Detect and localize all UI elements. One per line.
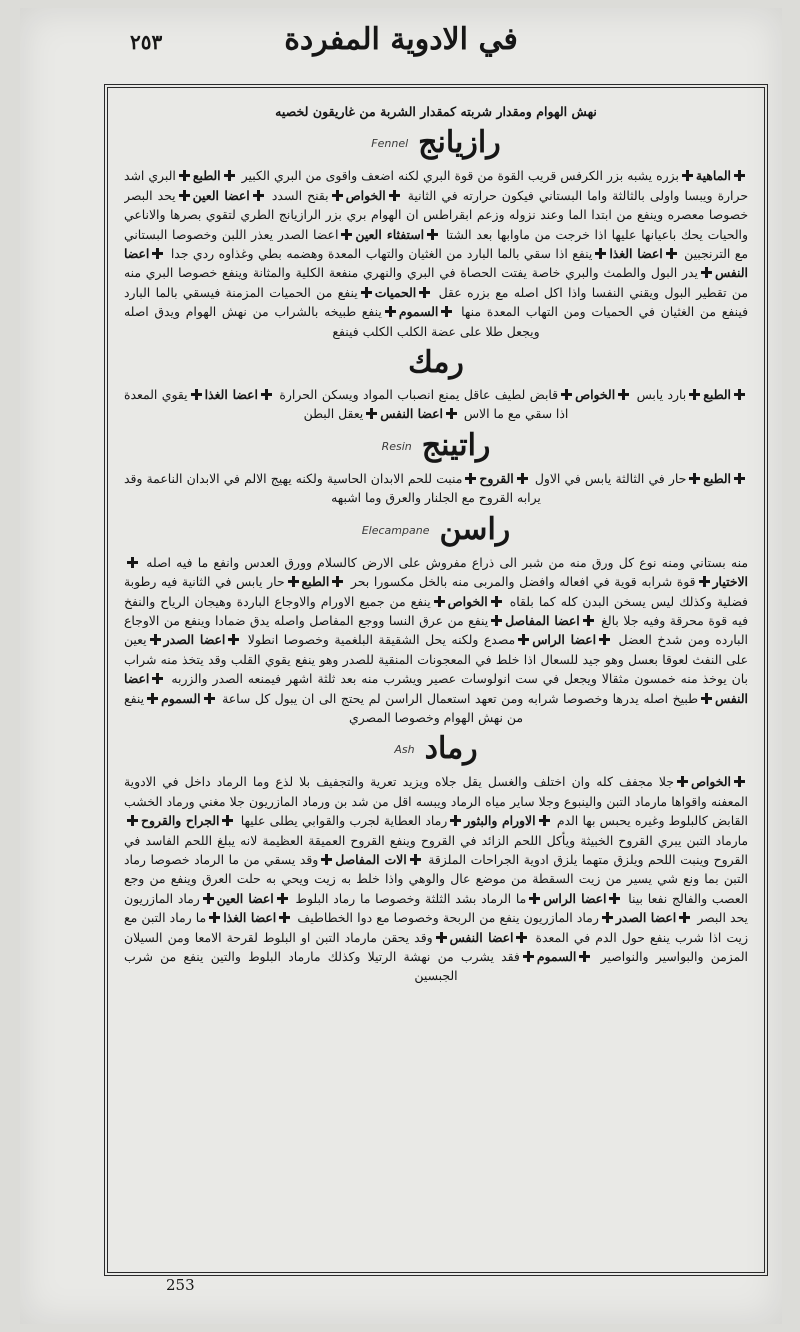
segment-term: الماهية bbox=[695, 168, 731, 184]
segment-text: رماد العطاية لجرب والقوابي يطلى عليها bbox=[240, 813, 448, 829]
section-mark-icon bbox=[366, 408, 377, 419]
section-mark-icon bbox=[191, 389, 202, 400]
section-mark-icon bbox=[436, 932, 447, 943]
segment-text: يعقل البطن bbox=[303, 406, 364, 422]
segment-text: ما الرماد بشد الثلثة وخصوصا ما رماد البلوط bbox=[295, 890, 527, 906]
segment-term: الات المفاصل bbox=[335, 851, 407, 867]
handwritten-annotation: Elecampane bbox=[361, 523, 430, 537]
entry-body bbox=[124, 553, 748, 728]
lead-line: نهش الهوام ومقدار شربته كمقدار الشربة من غاريقون لخصيه bbox=[275, 104, 597, 119]
section-mark-icon bbox=[516, 932, 527, 943]
segment-term: السموم bbox=[536, 949, 577, 964]
section-mark-icon bbox=[441, 306, 452, 317]
section-mark-icon bbox=[517, 473, 528, 484]
section-mark-icon bbox=[701, 693, 712, 704]
segment-text: قابض لطيف عاقل يمنع انصباب المواد ويسكن الحرارة bbox=[279, 387, 559, 403]
section-mark-icon bbox=[228, 634, 239, 645]
section-mark-icon bbox=[699, 576, 710, 587]
entry bbox=[124, 512, 748, 728]
segment-text: مارماد التبن يبري القروح الخبيثة ويأكل اللحم الزائد في القروح وينفع القروح العميقة العظيمة لانه يبلغ اللحم الفاسد في القروح وينبت اللحم ويلزق متهما يلزق ادوية الجراحات الملزقة bbox=[124, 832, 748, 867]
section-mark-icon bbox=[701, 267, 712, 278]
section-mark-icon bbox=[529, 893, 540, 904]
segment-term: اعضا الصدر bbox=[163, 632, 226, 648]
section-mark-icon bbox=[253, 190, 264, 201]
segment-term: اعضا العين bbox=[216, 890, 274, 906]
entry-body bbox=[124, 385, 748, 424]
segment-text: ينفع من الحميات المزمنة فيسقي بالما البارد فينفع من الغثيان في الحميات ومن التهاب المعدة منها bbox=[124, 284, 748, 320]
segment-text: وقد يسقي من ما الرماد خصوصا رماد التبن بما ونع شي يسير من زيت السقطة من موضع عال والوهي واذا خلط به زيت ويحي به حلت العرق وينفع من وجع العصب والفالج نفعا بينا bbox=[124, 851, 748, 906]
section-mark-icon bbox=[385, 306, 396, 317]
segment-text: وقد يحقن مارماد التبن او البلوط لقرحة الامعا ومن السيلان المزمن والبواسير والنواصير bbox=[124, 929, 748, 964]
section-mark-icon bbox=[321, 854, 332, 865]
section-mark-icon bbox=[332, 190, 343, 201]
segment-text: بقنح السدد bbox=[271, 187, 329, 203]
section-mark-icon bbox=[261, 389, 272, 400]
segment-term: اعضا الصدر bbox=[615, 910, 677, 926]
segment-term: اعضا النفس bbox=[124, 671, 748, 706]
section-mark-icon bbox=[127, 557, 138, 568]
section-mark-icon bbox=[222, 815, 233, 826]
section-mark-icon bbox=[152, 673, 163, 684]
segment-text: رماد المازريون ينفع من الربحة وخصوصا مع دوا الخطاطيف bbox=[297, 910, 599, 926]
segment-term: اعضا النفس bbox=[449, 929, 514, 945]
section-mark-icon bbox=[450, 815, 461, 826]
segment-text: مصدع ولكنه يحل الشقيقة البلغمية وخصوصا انطولا bbox=[247, 632, 516, 648]
section-mark-icon bbox=[277, 893, 288, 904]
segment-term: الحميات bbox=[374, 284, 417, 300]
section-mark-icon bbox=[579, 951, 590, 962]
entry-title bbox=[124, 731, 748, 768]
segment-text: يدر البول والطمث والبري خاصة يفتت الحصاة في البري والنهري منفعة الكلية والمثانة وينفع خصوصا البري منه من تقطير البول ويقني النفسا واذا اكل اصله مع بزره عقل bbox=[124, 265, 748, 300]
segment-text: اعضا الصدر يعذر اللبن وخصوصا البستاني مع الترنجبين bbox=[124, 226, 748, 262]
section-mark-icon bbox=[491, 615, 502, 626]
section-mark-icon bbox=[224, 170, 235, 181]
segment-text: حار يابس في الثانية فيه رطوبة فضلية وكذلك ليس يسخن البدن كله كما بلقاه bbox=[124, 574, 748, 609]
handwritten-annotation: Ash bbox=[394, 743, 415, 757]
segment-text: ينفع من نهش الهوام وخصوصا المصري bbox=[124, 690, 523, 725]
section-mark-icon bbox=[279, 912, 290, 923]
entry-title-text: رمك bbox=[408, 345, 464, 381]
section-mark-icon bbox=[539, 815, 550, 826]
section-mark-icon bbox=[127, 815, 138, 826]
segment-text: فقد يشرب من نهشة الرتيلا وكذلك مارماد البلوط والتين ينفع من شرب الجبسين bbox=[124, 949, 520, 984]
section-mark-icon bbox=[609, 893, 620, 904]
segment-term: القروح bbox=[479, 470, 514, 486]
segment-text: منبت للحم الابدان الحاسية ولكنه يهيج الالم في الابدان الناعمة وقد يرابه القروح مع الجلنار والعرق وما اشبهه bbox=[124, 470, 541, 506]
page-number-top: ٢٥٣ bbox=[130, 30, 163, 54]
entry-body bbox=[124, 772, 748, 985]
segment-text: بزره يشبه بزر الكرفس قريب القوة من قوة البري لكنه اضعف واقوى من البري الكبير bbox=[241, 168, 679, 184]
segment-text: طبيخ اصله يدرها وخصوصا شرابه ومن تعهد استعمال الراسن لم يحتج الى ان يبول كل ساعة bbox=[222, 690, 698, 706]
entry bbox=[124, 731, 748, 985]
segment-text: ينفع من جميع الاورام والاوجاع الباردة وهيجان الرياح والنفخ فيه قوة محرقة وفيه جلا بالغ bbox=[124, 593, 748, 628]
segment-term: اعضا العين bbox=[192, 187, 250, 203]
segment-text: يحد البصر خصوصا معصره وينفع من ابتدا الما وعند نزوله وزعم ابقراطس ان الهوام بري بزر الرازيانج الطري لتقوي بصرها والاناعي والحيات يحك باعيانها عليها اذا خرجت من ماوابها بعد الشتا bbox=[124, 187, 748, 242]
section-mark-icon bbox=[679, 912, 690, 923]
segment-term: اعضا الغذا bbox=[204, 387, 258, 403]
entry-title bbox=[124, 512, 748, 549]
segment-term: الاورام والبثور bbox=[464, 813, 536, 829]
section-mark-icon bbox=[682, 170, 693, 181]
segment-term: اعضا الغذا bbox=[223, 910, 277, 926]
segment-term: الاختيار bbox=[712, 574, 748, 590]
segment-text: بارد يابس bbox=[636, 387, 687, 403]
section-mark-icon bbox=[599, 634, 610, 645]
segment-text: البري اشد حرارة ويبسا واولى بالثالثة واما البستاني فيكون حرارته في الثانية bbox=[124, 168, 748, 203]
section-mark-icon bbox=[602, 912, 613, 923]
section-mark-icon bbox=[677, 776, 688, 787]
section-mark-icon bbox=[203, 893, 214, 904]
book-page bbox=[20, 8, 782, 1324]
segment-text: ينفع من عرق النسا ووجع المفاصل واصله يدق ضمادا وينفع من الاوجاع البارده ومن شدخ العضل bbox=[124, 612, 748, 648]
section-mark-icon bbox=[734, 170, 745, 181]
section-mark-icon bbox=[666, 248, 677, 259]
segment-term: اعضا النفس bbox=[380, 406, 443, 422]
section-mark-icon bbox=[734, 389, 745, 400]
segment-term: الجراح والقروح bbox=[141, 813, 220, 829]
segment-term: اعضا المفاصل bbox=[505, 612, 580, 628]
segment-term: الطبع bbox=[703, 387, 731, 403]
page-number-bottom: 253 bbox=[166, 1276, 195, 1294]
segment-text: قوة شرابه قوية في افعاله وافضل والمربى منه بالخل مكسورا بحر bbox=[350, 574, 696, 590]
section-mark-icon bbox=[734, 776, 745, 787]
entry bbox=[124, 345, 748, 424]
section-mark-icon bbox=[288, 576, 299, 587]
section-mark-icon bbox=[583, 615, 594, 626]
segment-term: الخواص bbox=[447, 593, 488, 609]
segment-term: السموم bbox=[398, 304, 439, 320]
entry-title-text: راتينج bbox=[421, 427, 491, 463]
entry-title-text: راسن bbox=[439, 511, 511, 547]
segment-term: الخواص bbox=[575, 387, 616, 403]
handwritten-annotation: Fennel bbox=[371, 137, 409, 151]
entry bbox=[124, 125, 748, 341]
page-content bbox=[124, 102, 748, 1262]
segment-text: حار في الثالثة يابس في الاول bbox=[534, 470, 687, 486]
section-mark-icon bbox=[147, 693, 158, 704]
segment-term: اعضا الراس bbox=[532, 632, 597, 648]
section-mark-icon bbox=[689, 389, 700, 400]
section-mark-icon bbox=[523, 951, 534, 962]
entry-title bbox=[124, 428, 748, 465]
section-mark-icon bbox=[332, 576, 343, 587]
segment-text: يقوي المعدة اذا سقي مع ما الاس bbox=[124, 387, 569, 422]
entry-title-text: رازيانج bbox=[418, 125, 501, 161]
section-mark-icon bbox=[150, 634, 161, 645]
section-mark-icon bbox=[465, 473, 476, 484]
segment-term: السموم bbox=[161, 690, 201, 706]
section-mark-icon bbox=[434, 596, 445, 607]
section-mark-icon bbox=[204, 693, 215, 704]
segment-term: الخواص bbox=[690, 774, 731, 790]
section-mark-icon bbox=[427, 229, 438, 240]
section-mark-icon bbox=[361, 287, 372, 298]
segment-text: ينفع اذا سقي بالما البارد من الغثيان والتهاب المعدة وهضمه بطي وغذاوه ردي جدا bbox=[170, 246, 593, 262]
segment-term: الخواص bbox=[345, 187, 386, 203]
entry-title-text: رماد bbox=[424, 731, 478, 767]
section-mark-icon bbox=[179, 190, 190, 201]
running-title: في الادوية المفردة bbox=[284, 22, 518, 57]
section-mark-icon bbox=[561, 389, 572, 400]
segment-text: ما رماد التبن مع زيت اذا شرب ينفع حول الدم في المعدة bbox=[124, 910, 748, 945]
segment-term: الطبع bbox=[192, 168, 221, 184]
entry bbox=[124, 428, 748, 508]
segment-text: منه بستاني ومنه نوع كل ورق منه من شبر الى ذراع مفروش على الارض كالسلام وورق العدس وانفع ما فيه اصله bbox=[146, 554, 748, 570]
section-mark-icon bbox=[446, 408, 457, 419]
segment-text: يعين على النفث لعوقا بعسل وهو جيد للسعال اذا خلط في المعجونات المنقية للصدر وهو ينفع يقوي القلب وقد يتخذ منه شراب بان يوخذ منه خمسون مثقالا ويجعل في ست انولوسات عصير ويشرب منه بعد ثلثة اشهر فيمنعه الصدر والزربه bbox=[124, 632, 748, 687]
section-mark-icon bbox=[209, 912, 220, 923]
entry-body bbox=[124, 166, 748, 341]
segment-term: الطبع bbox=[703, 470, 731, 486]
entry-body bbox=[124, 469, 748, 508]
section-mark-icon bbox=[419, 287, 430, 298]
section-mark-icon bbox=[389, 190, 400, 201]
section-mark-icon bbox=[341, 229, 352, 240]
segment-term: اعضا الغذا bbox=[609, 246, 663, 262]
section-mark-icon bbox=[595, 248, 606, 259]
section-mark-icon bbox=[618, 389, 629, 400]
segment-text: ينفع طبيخه بالشراب من نهش الهوام ويدق اصله ويجعل طلا على عضة الكلب الكلب فينفع bbox=[124, 304, 540, 339]
handwritten-annotation: Resin bbox=[381, 439, 412, 453]
section-mark-icon bbox=[518, 634, 529, 645]
section-mark-icon bbox=[491, 596, 502, 607]
segment-term: اعضا النفس bbox=[124, 246, 748, 281]
segment-term: اعضا الراس bbox=[543, 890, 607, 906]
section-mark-icon bbox=[734, 473, 745, 484]
segment-text: رماد المازريون يحد البصر bbox=[124, 890, 748, 926]
section-mark-icon bbox=[152, 248, 163, 259]
segment-term: الطبع bbox=[301, 574, 330, 590]
text-frame bbox=[104, 84, 768, 1276]
entry-title bbox=[124, 345, 748, 381]
section-mark-icon bbox=[410, 854, 421, 865]
segment-term: استفثاء العين bbox=[355, 226, 425, 242]
segment-text: جلا مجفف كله وان اختلف والغسل يقل جلاه ويزيد تعرية والتجفيف بلا لذع وما الرماد داخل في الادوية المعفنه واقواها مارماد التبن والينبوع وجلا ساير مياه الرماد ويبسه اقل من شد بن ورماد المازريون جلا مغني ورماد الخشب القابض كالبلوط وغيره يحبس بها الدم bbox=[124, 774, 748, 829]
entry-title bbox=[124, 125, 748, 162]
section-mark-icon bbox=[179, 170, 190, 181]
section-mark-icon bbox=[689, 473, 700, 484]
